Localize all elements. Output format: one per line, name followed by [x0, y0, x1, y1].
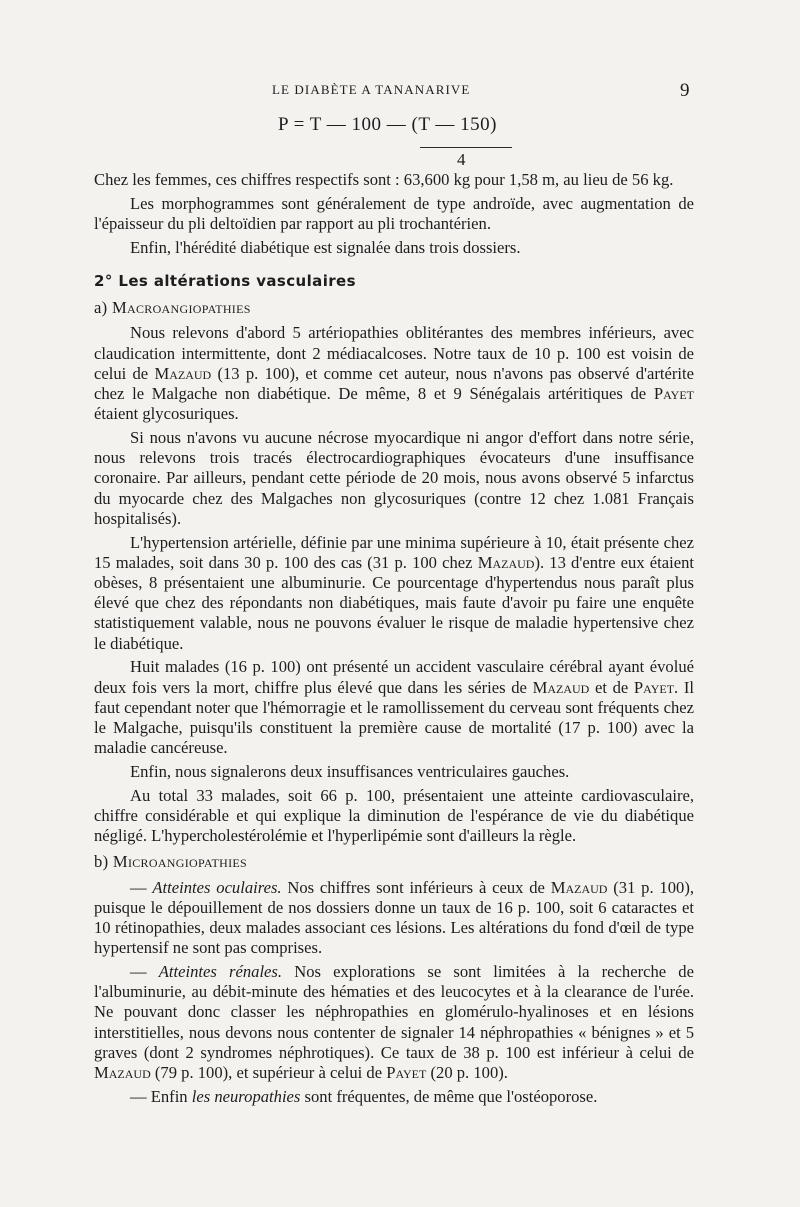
text-run: — Enfin [130, 1086, 192, 1106]
text-run: — [130, 877, 153, 897]
author-name: Mazaud [477, 552, 535, 572]
italic-run: Atteintes oculaires. [152, 877, 282, 897]
formula-denominator: 4 [457, 150, 466, 169]
text-run: (13 p. 100), et comme cet auteur, nous n'avons pas observé d'artérite chez le Malgache non diabétique. De même, 8 et 9 Sénégalais artéritiques de [94, 363, 694, 404]
text-run: et de [589, 677, 634, 697]
section-number: 2° [94, 272, 113, 290]
author-name: Mazaud [532, 677, 590, 697]
paragraph-accident-vasculaire [94, 657, 694, 758]
text-run: (31 p. 100), puisque le dépouillement de nos dossiers donne un taux de 16 p. 100, soit 6 cataractes et 10 rétinopathies, deux malades associant ces lésions. Les altérations du fond d'œil de type hypertensif ne sont pas comprises. [94, 877, 694, 958]
text-run: Nos explorations se sont limitées à la recherche de l'albuminurie, au débit-minute des hématies et des leucocytes et à la clearance de l'urée. Ne pouvant donc classer les néphropathies en glomérulo-hyalinoses et en lésions interstitielles, nous devons nous contenter de signaler 14 néphropathies « bénignes » et 5 graves (dont 2 syndromes néphrotiques). Ce taux de 38 p. 100 est inférieur à celui de [94, 962, 694, 1062]
paragraph-total: Au total 33 malades, soit 66 p. 100, présentaient une atteinte cardiovasculaire, chiffre considérable et qui explique la diminution de l'espérance de vie du diabétique négligé. L'hypercholestérolémie et l'hyperlipémie sont d'ailleurs la règle. [94, 785, 694, 846]
text-run: — [130, 962, 159, 982]
subsection-title: Microangiopathies [112, 852, 247, 872]
paragraph-morphogrammes: Les morphogrammes sont généralement de type androïde, avec augmentation de l'épaisseur du pli deltoïdien par rapport au pli trochantérien. [94, 193, 694, 233]
fraction-bar [420, 147, 512, 148]
subsection-heading-a [94, 298, 694, 318]
paragraph-heredite: Enfin, l'hérédité diabétique est signalée dans trois dossiers. [130, 237, 521, 257]
page-number: 9 [680, 80, 690, 101]
text-run: (20 p. 100). [426, 1063, 508, 1083]
text-run: ). 13 d'entre eux étaient obèses, 8 présentaient une albuminurie. Ce pourcentage d'hypertendus nous paraît plus élevé que chez des répondants non diabétiques, mais faute d'avoir pu faire une enquête statistiquement valable, nous ne pouvons évaluer le risque de maladie hypertensive chez le diabétique. [94, 552, 695, 653]
author-name: Mazaud [550, 877, 608, 897]
text-run: (79 p. 100), et supérieur à celui de [150, 1063, 387, 1083]
formula: P = T — 100 — (T — 150) [278, 114, 497, 135]
paragraph-coronaire: Si nous n'avons vu aucune nécrose myocardique ni angor d'effort dans notre série, nous relevons trois tracés électrocardiographiques évocateurs d'une insuffisance coronaire. Par ailleurs, pendant cette période de 20 mois, nous avons observé 5 infarctus du myocarde chez des Malgaches non glycosuriques (contre 12 chez 1.081 Français hospitalisés). [94, 428, 694, 528]
paragraph-women-figures: Chez les femmes, ces chiffres respectifs sont : 63,600 kg pour 1,58 m, au lieu de 56 kg. [94, 170, 674, 189]
text-run: . Il faut cependant noter que l'hémorragie et le ramollissement du cerveau sont fréquents chez le Malgache, puisqu'ils constituent la première cause de mortalité (17 p. 100) avec la maladie cancéreuse. [94, 677, 694, 758]
subsection-label: a) [94, 298, 108, 318]
author-name: Mazaud [94, 1063, 151, 1083]
running-title: LE DIABÈTE A TANANARIVE [272, 82, 471, 97]
author-name: Payet [633, 677, 675, 697]
text-run: étaient glycosuriques. [94, 404, 239, 424]
italic-run: Atteintes rénales. [158, 962, 283, 982]
subsection-label: b) [94, 852, 109, 872]
text-run: Nos chiffres sont inférieurs à ceux de [281, 877, 551, 897]
paragraph-atteintes-oculaires [94, 878, 694, 959]
page-header [0, 80, 800, 104]
section-title: Les altérations vasculaires [118, 272, 356, 290]
section-heading [94, 271, 694, 291]
subsection-heading-b [94, 852, 694, 872]
italic-run: les neuropathies [191, 1086, 301, 1106]
paragraph-hypertension [94, 533, 694, 654]
paragraph-atteintes-renales [94, 962, 694, 1083]
paragraph-insuffisances: Enfin, nous signalerons deux insuffisances ventriculaires gauches. [130, 762, 570, 782]
paragraph-neuropathies [94, 1087, 694, 1107]
author-name: Payet [386, 1063, 427, 1083]
text-run: sont fréquentes, de même que l'ostéoporose. [300, 1086, 598, 1106]
author-name: Payet [653, 384, 694, 404]
paragraph-arteriopathies [94, 323, 694, 424]
subsection-title: Macroangiopathies [111, 298, 251, 318]
body-text [94, 170, 694, 1111]
text-run: Huit malades (16 p. 100) ont présenté un accident vasculaire cérébral ayant évolué deux fois vers la mort, chiffre plus élevé que dans les séries de [94, 657, 694, 697]
text-run: Nous relevons d'abord 5 artériopathies oblitérantes des membres inférieurs, avec claudication intermittente, dont 2 médiacalcoses. Notre taux de 10 p. 100 est voisin de celui de [94, 323, 694, 383]
author-name: Mazaud [154, 363, 212, 383]
text-run: L'hypertension artérielle, définie par une minima supérieure à 10, était présente chez 15 malades, soit dans 30 p. 100 des cas (31 p. 100 chez [94, 532, 694, 572]
